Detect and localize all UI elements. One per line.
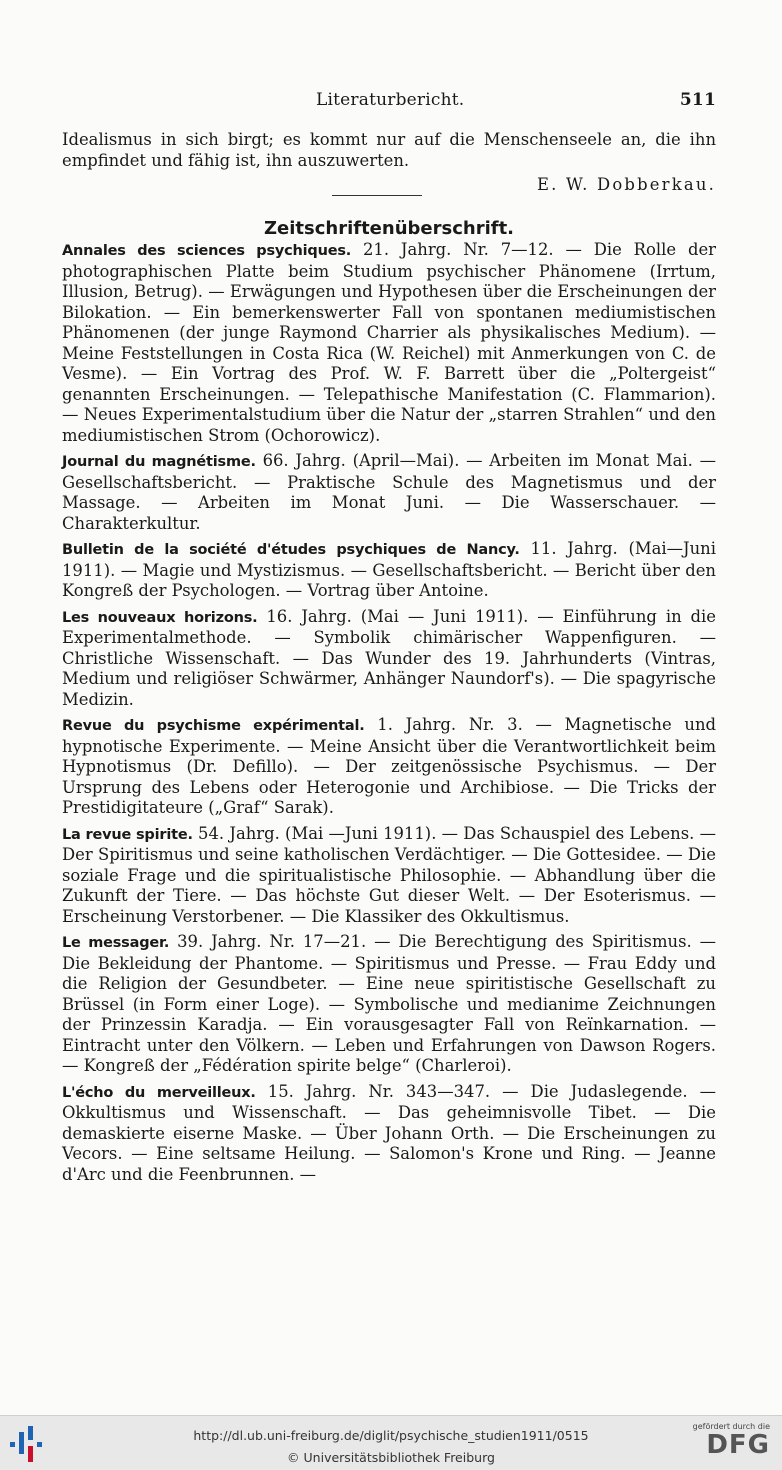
previous-review-text: Idealismus in sich birgt; es kommt nur auf die Menschenseele an, die ihn empfindet und fähig ist, ihn auszuwerten. [62,130,716,170]
journal-name: Annales des sciences psychiques. [62,243,352,259]
journal-entries [62,240,716,1190]
journal-entry [62,824,716,928]
journal-contents: 1. Jahrg. Nr. 3. — Magnetische und hypnotische Experimente. — Meine Ansicht über die Verantwortlichkeit beim Hypnotismus (Dr. Defillo). — Der zeitgenössische Psychismus. — Der Ursprung des Lebens oder Heterogonie und Archibiose. — Die Tricks der Prestidigitateure („Graf“ Sarak). [62,715,716,817]
journal-name: Les nouveaux horizons. [62,609,258,626]
journal-contents: 15. Jahrg. Nr. 343—347. — Die Judaslegende. — Okkultismus und Wissenschaft. — Das geheimnisvolle Tibet. — Die demaskierte eiserne Maske. — Über Johann Orth. — Die Erscheinungen zu Vecors. — Eine seltsame Heilung. — Salomon's Krone und Ring. — Jeanne d'Arc und die Feenbrunnen. — [62,1081,716,1184]
journal-entry [62,240,716,446]
journal-entry [62,715,716,819]
page-number: 511 [679,90,716,110]
journal-contents: 66. Jahrg. (April—Mai). — Arbeiten im Monat Mai. — Gesellschaftsbericht. — Praktische Schule des Magnetismus und der Massage. — Arbeiten im Monat Juni. — Die Wasserschauer. — Charakterkultur. [62,451,716,533]
journal-contents: 39. Jahrg. Nr. 17—21. — Die Berechtigung des Spiritismus. — Die Bekleidung der Phantome. — Spiritismus und Presse. — Frau Eddy und die Religion der Gesundbeter. — Eine neue spiritistische Gesellschaft zu Brüssel (in Form einer Loge). — Symbolische und medianime Zeichnungen der Prinzessin Karadja. — Ein vorausgesagter Fall von Reïnkarnation. — Eintracht unter den Völkern. — Leben und Erfahrungen von Dawson Rogers. — Kongreß der „Fédération spirite belge“ (Charleroi). [62,932,716,1075]
journal-name: Revue du psychisme expérimental. [62,718,365,734]
funder-note: gefördert durch die [692,1422,770,1431]
viewer-footer [0,1415,782,1470]
review-signature: E. W. Dobberkau. [537,175,716,194]
journal-name: L'écho du merveilleux. [62,1084,256,1101]
journal-contents: 21. Jahrg. Nr. 7—12. — Die Rolle der photographischen Platte beim Studium psychischer Phänomene (Irrtum, Illusion, Betrug). — Erwägungen und Hypothesen über die Erscheinungen der Bilokation. — Ein bemerkenswerter Fall von spontanen mediumistischen Phänomenen (der junge Raymond Charrier als physikalisches Medium). — Meine Feststellungen in Costa Rica (W. Reichel) mit Anmerkungen von C. de Vesme). — Ein Vortrag des Prof. W. F. Barrett über die „Poltergeist“ genannten Erscheinungen. — Telepathische Manifestation (C. Flammarion). — Neues Experimentalstudium über die Natur der „starren Strahlen“ und den mediumistischen Strom (Ochorowicz). [62,240,716,445]
journal-name: Bulletin de la société d'études psychiques de Nancy. [62,542,520,558]
permalink-url[interactable]: http://dl.ub.uni-freiburg.de/diglit/psychische_studien1911/0515 [193,1428,589,1443]
journal-entry [62,607,716,711]
running-title: Literaturbericht. [316,90,465,110]
journal-entry [62,451,716,534]
journal-name: Journal du magnétisme. [62,454,256,470]
dfg-logo [690,1422,770,1466]
journal-contents: 11. Jahrg. (Mai—Juni 1911). — Magie und Mystizismus. — Gesellschaftsbericht. — Bericht über den Kongreß der Psychologen. — Vortrag über Antoine. [62,539,716,600]
journal-entry [62,932,716,1077]
dfg-logo-text: DFG [706,1430,770,1460]
copyright-notice: © Universitätsbibliothek Freiburg [287,1450,495,1465]
journal-entry [62,1082,716,1186]
journal-name: Le messager. [62,935,170,951]
journal-entry [62,539,716,602]
journal-name: La revue spirite. [62,826,193,843]
journal-contents: 16. Jahrg. (Mai — Juni 1911). — Einführung in die Experimentalmethode. — Symbolik chimärischer Wappenfiguren. — Christliche Wissenschaft. — Das Wunder des 19. Jahrhunderts (Vintras, Medium und religiöser Schwärmer, Anhänger Naundorf's). — Die spagyrische Medizin. [62,606,716,709]
section-heading: Zeitschriftenüberschrift. [263,218,515,239]
signature-rule [332,195,422,196]
journal-contents: 54. Jahrg. (Mai —Juni 1911). — Das Schauspiel des Lebens. — Der Spiritismus und seine katholischen Verdächtiger. — Die Gottesidee. — Die soziale Frage und die spiritualistische Philosophie. — Abhandlung über die Zukunft der Tiere. — Das höchste Gut dieser Welt. — Der Esoterismus. — Erscheinung Verstorbener. — Die Klassiker des Okkultismus. [62,823,716,926]
